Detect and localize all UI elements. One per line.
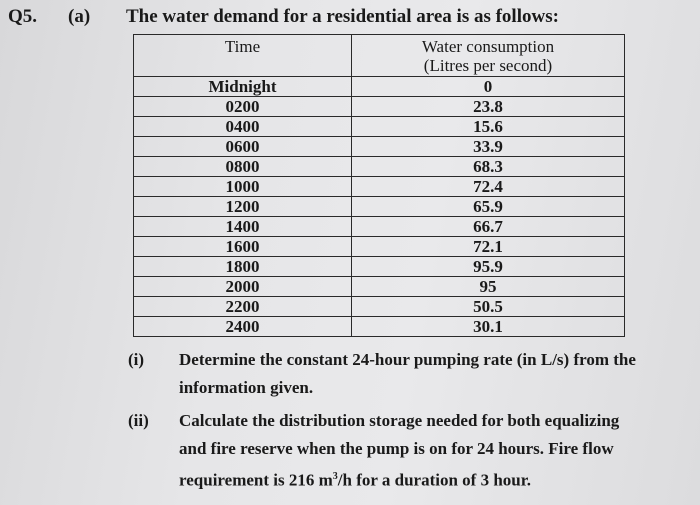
table-row [134,257,625,277]
time-cell: 0200 [134,97,352,117]
time-cell: 1400 [134,217,352,237]
cubed-superscript: 3 [332,471,338,482]
table-row [134,137,625,157]
consumption-cell: 95 [352,277,625,297]
subquestion-ii-line3-before: requirement is 216 m [179,470,333,490]
table-row [134,237,625,257]
subquestion-ii-line3-after: /h for a duration of 3 hour. [337,470,531,490]
time-cell: 2400 [134,317,352,337]
water-demand-table [133,34,625,337]
table-body [134,77,625,337]
time-cell: 1800 [134,257,352,277]
table-row [134,77,625,97]
time-cell: 2200 [134,297,352,317]
header-consumption-line2: (Litres per second) [423,56,553,75]
header-consumption [352,35,625,77]
consumption-cell: 66.7 [352,217,625,237]
consumption-cell: 68.3 [352,157,625,177]
table-row [134,277,625,297]
table-row [134,297,625,317]
subquestion-ii-text [179,407,649,495]
subquestion-ii-line1: Calculate the distribution storage needed for both equalizing [179,411,620,430]
consumption-cell: 23.8 [352,97,625,117]
subquestion-ii-line2: and fire reserve when the pump is on for 24 hours. Fire flow [179,439,614,458]
time-cell: 0400 [134,117,352,137]
subquestion-ii-line3 [179,463,649,495]
time-cell: 0800 [134,157,352,177]
table-row [134,177,625,197]
question-intro: The water demand for a residential area is as follows: [126,6,559,27]
consumption-cell: 33.9 [352,137,625,157]
consumption-cell: 15.6 [352,117,625,137]
consumption-cell: 30.1 [352,317,625,337]
table-row [134,217,625,237]
consumption-cell: 0 [352,77,625,97]
consumption-cell: 72.1 [352,237,625,257]
consumption-cell: 95.9 [352,257,625,277]
subquestion-ii-label: (ii) [128,411,149,430]
header-consumption-line1: Water consumption [421,37,555,56]
question-number: Q5. [8,6,38,27]
time-cell: 1600 [134,237,352,257]
time-cell: 1200 [134,197,352,217]
table-row [134,317,625,337]
table-row [134,157,625,177]
subquestion-i-line2: information given. [179,378,314,397]
time-cell: 1000 [134,177,352,197]
subquestion-i-text [179,346,649,402]
subquestion-i-line1: Determine the constant 24-hour pumping rate (in L/s) from the [179,350,636,369]
table-row [134,197,625,217]
consumption-cell: 65.9 [352,197,625,217]
time-cell: 2000 [134,277,352,297]
time-cell: 0600 [134,137,352,157]
consumption-cell: 72.4 [352,177,625,197]
question-part: (a) [68,6,91,27]
subquestion-i-label: (i) [128,350,145,369]
header-time: Time [134,35,352,77]
consumption-cell: 50.5 [352,297,625,317]
table-row [134,117,625,137]
time-cell: Midnight [134,77,352,97]
table-header-row [134,35,625,77]
table-row [134,97,625,117]
